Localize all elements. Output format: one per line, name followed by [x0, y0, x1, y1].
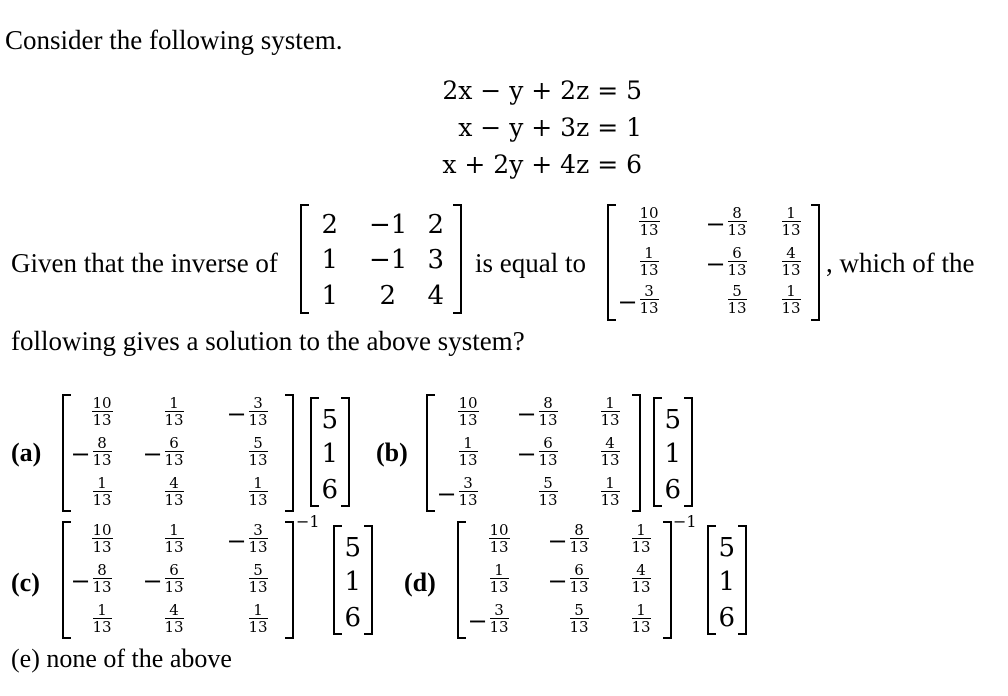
coef-r2c1: 1: [321, 245, 339, 275]
opt-d-r3c1-numerator: 3: [494, 601, 504, 619]
coef-r3c2: 2: [379, 281, 397, 311]
opt-a-r3c2-numerator: 4: [169, 474, 179, 492]
opt-c-r3c2-fraction: [165, 603, 184, 635]
opt-a-r3c3-numerator: 1: [253, 474, 263, 492]
coef-r2c3: 3: [427, 245, 445, 275]
opt-d-r3c3-denominator: 13: [631, 618, 651, 636]
option-d-label: (d): [404, 568, 436, 597]
inv-r1c1-denominator: 13: [639, 221, 659, 239]
option-c-vector: [333, 525, 373, 635]
option-d-matrix: [457, 521, 672, 639]
opt-d-r2c2-sign: −: [547, 567, 568, 595]
coef-r1c1: 2: [321, 210, 339, 240]
inv-r3c3-fraction: [782, 284, 801, 316]
option-b-vector: [653, 397, 693, 507]
opt-b-r1c2-numerator: 8: [543, 394, 553, 412]
opt-a-r2c3-fraction: [249, 436, 268, 468]
which-suffix: , which of the: [826, 248, 975, 278]
opt-c-vector-entry-1: 5: [344, 533, 362, 563]
opt-c-r2c2-sign: −: [142, 567, 163, 595]
opt-d-r3c3-numerator: 1: [636, 601, 646, 619]
inverse-matrix: [607, 204, 820, 321]
opt-c-r2c2-fraction: [165, 563, 184, 595]
inv-r2c3-fraction: [782, 246, 801, 278]
opt-b-r2c3-denominator: 13: [600, 451, 620, 469]
opt-b-vector-entry-3: 6: [664, 475, 682, 505]
option-b-label: (b): [376, 438, 408, 467]
opt-b-r2c1-denominator: 13: [458, 451, 478, 469]
inv-r1c3-denominator: 13: [781, 221, 801, 239]
opt-a-r3c3-fraction: [249, 476, 268, 508]
option-a-vector: [310, 397, 350, 507]
opt-d-r1c3-numerator: 1: [636, 521, 646, 539]
opt-a-r1c3-fraction: [249, 396, 268, 428]
coef-r1c3: 2: [427, 210, 445, 240]
opt-c-r2c3-numerator: 5: [253, 561, 263, 579]
opt-c-r3c2-denominator: 13: [164, 618, 184, 636]
option-b-matrix: [426, 394, 641, 512]
opt-a-r2c2-denominator: 13: [164, 451, 184, 469]
opt-c-vector-entry-2: 1: [344, 567, 362, 597]
opt-c-vector-entry-3: 6: [344, 603, 362, 633]
coef-r2c2: −1: [369, 245, 408, 275]
opt-c-r1c1-denominator: 13: [92, 538, 112, 556]
inv-r2c2-denominator: 13: [727, 261, 747, 279]
opt-d-r1c2-fraction: [570, 523, 589, 555]
inv-r1c2-fraction: [728, 206, 747, 238]
opt-b-r3c2-numerator: 5: [543, 474, 553, 492]
opt-c-r3c1-fraction: [93, 603, 112, 635]
opt-c-r3c3-numerator: 1: [253, 601, 263, 619]
option-c-inverse-exponent: −1: [296, 512, 320, 531]
opt-a-r3c3-denominator: 13: [248, 491, 268, 509]
opt-a-r2c2-sign: −: [142, 440, 163, 468]
inv-r1c3-fraction: [782, 206, 801, 238]
opt-c-r2c1-numerator: 8: [97, 561, 107, 579]
opt-c-r2c1-fraction: [93, 563, 112, 595]
opt-d-r1c1-numerator: 10: [489, 521, 509, 539]
opt-b-r2c1-numerator: 1: [463, 434, 473, 452]
inv-r1c2-numerator: 8: [732, 204, 742, 222]
opt-c-r1c1-numerator: 10: [92, 521, 112, 539]
opt-d-r2c3-denominator: 13: [631, 578, 651, 596]
opt-b-r1c2-sign: −: [516, 400, 537, 428]
opt-a-r3c1-denominator: 13: [92, 491, 112, 509]
opt-b-r2c3-numerator: 4: [605, 434, 615, 452]
opt-a-r1c1-denominator: 13: [92, 411, 112, 429]
opt-a-r3c2-denominator: 13: [164, 491, 184, 509]
opt-d-r3c2-fraction: [570, 603, 589, 635]
inv-r1c1-fraction: [639, 206, 660, 238]
opt-d-r2c1-fraction: [490, 563, 509, 595]
opt-c-r2c2-numerator: 6: [169, 561, 179, 579]
opt-a-r1c3-numerator: 3: [253, 394, 263, 412]
opt-d-r3c1-denominator: 13: [489, 618, 509, 636]
option-e-text: (e) none of the above: [11, 644, 232, 673]
opt-b-r3c1-numerator: 3: [463, 474, 473, 492]
opt-c-r1c3-fraction: [249, 523, 268, 555]
opt-a-r2c3-denominator: 13: [248, 451, 268, 469]
inv-r3c2-numerator: 5: [732, 282, 742, 300]
inv-r2c3-denominator: 13: [781, 261, 801, 279]
inv-r2c2-fraction: [728, 246, 747, 278]
opt-b-r3c3-numerator: 1: [605, 474, 615, 492]
opt-c-r3c1-numerator: 1: [97, 601, 107, 619]
opt-d-r2c1-denominator: 13: [489, 578, 509, 596]
opt-a-r1c2-fraction: [165, 396, 184, 428]
question-end: following gives a solution to the above system?: [11, 326, 525, 356]
inv-r3c1-fraction: [640, 284, 659, 316]
opt-d-r1c3-denominator: 13: [631, 538, 651, 556]
opt-d-vector-entry-3: 6: [718, 603, 736, 633]
inv-r2c3-numerator: 4: [786, 244, 796, 262]
inv-r3c1-sign: −: [617, 288, 638, 316]
opt-b-r1c3-numerator: 1: [605, 394, 615, 412]
opt-c-r3c3-denominator: 13: [248, 618, 268, 636]
opt-c-r1c2-fraction: [165, 523, 184, 555]
inv-r2c1-denominator: 13: [639, 261, 659, 279]
option-d-vector: [707, 525, 747, 635]
opt-d-r1c2-numerator: 8: [574, 521, 584, 539]
opt-b-r1c2-fraction: [539, 396, 558, 428]
opt-b-r2c2-sign: −: [516, 440, 537, 468]
equation-1: 2x − y + 2z = 5: [442, 76, 642, 105]
opt-b-r3c1-sign: −: [436, 480, 457, 508]
inv-r1c1-numerator: 10: [639, 204, 659, 222]
opt-a-vector-entry-3: 6: [321, 475, 339, 505]
inv-r3c1-denominator: 13: [639, 299, 659, 317]
opt-c-r3c3-fraction: [249, 603, 268, 635]
opt-c-r1c1-fraction: [92, 523, 113, 555]
opt-d-r2c2-fraction: [570, 563, 589, 595]
opt-a-r2c1-fraction: [93, 436, 112, 468]
opt-a-vector-entry-2: 1: [321, 439, 339, 469]
opt-d-r2c2-denominator: 13: [569, 578, 589, 596]
inv-r2c2-numerator: 6: [732, 244, 742, 262]
opt-d-r2c3-fraction: [632, 563, 651, 595]
opt-b-r3c2-fraction: [539, 476, 558, 508]
option-a-matrix: [62, 394, 294, 512]
opt-d-r2c1-numerator: 1: [494, 561, 504, 579]
coef-r3c3: 4: [427, 281, 445, 311]
opt-d-r2c3-numerator: 4: [636, 561, 646, 579]
opt-b-r1c1-denominator: 13: [458, 411, 478, 429]
inv-r2c2-sign: −: [705, 250, 726, 278]
opt-a-r3c1-fraction: [93, 476, 112, 508]
opt-a-r3c1-numerator: 1: [97, 474, 107, 492]
inv-r2c1-numerator: 1: [644, 244, 654, 262]
opt-b-r2c1-fraction: [459, 436, 478, 468]
option-c-label: (c): [11, 568, 40, 597]
opt-c-r2c1-denominator: 13: [92, 578, 112, 596]
opt-b-r1c1-fraction: [458, 396, 479, 428]
opt-c-r1c3-sign: −: [226, 527, 247, 555]
opt-b-r3c2-denominator: 13: [538, 491, 558, 509]
intro-text: Consider the following system.: [5, 25, 343, 55]
opt-d-r1c1-denominator: 13: [489, 538, 509, 556]
opt-b-r3c1-fraction: [459, 476, 478, 508]
opt-d-vector-entry-2: 1: [718, 567, 736, 597]
opt-b-r3c3-fraction: [601, 476, 620, 508]
opt-a-r1c2-numerator: 1: [169, 394, 179, 412]
opt-a-r2c2-numerator: 6: [169, 434, 179, 452]
opt-b-vector-entry-2: 1: [664, 439, 682, 469]
opt-a-r2c1-numerator: 8: [97, 434, 107, 452]
inv-r3c1-numerator: 3: [644, 282, 654, 300]
opt-d-vector-entry-1: 5: [718, 533, 736, 563]
opt-d-r1c1-fraction: [489, 523, 510, 555]
opt-c-r1c3-numerator: 3: [253, 521, 263, 539]
inv-r3c3-numerator: 1: [786, 282, 796, 300]
opt-c-r3c2-numerator: 4: [169, 601, 179, 619]
opt-c-r2c3-denominator: 13: [248, 578, 268, 596]
inv-r3c2-denominator: 13: [727, 299, 747, 317]
opt-a-r3c2-fraction: [165, 476, 184, 508]
opt-c-r1c3-denominator: 13: [248, 538, 268, 556]
opt-d-r3c2-denominator: 13: [569, 618, 589, 636]
opt-a-r2c2-fraction: [165, 436, 184, 468]
opt-b-r1c2-denominator: 13: [538, 411, 558, 429]
opt-c-r1c2-numerator: 1: [169, 521, 179, 539]
given-prefix: Given that the inverse of: [11, 248, 278, 278]
inv-r3c2-fraction: [728, 284, 747, 316]
opt-a-r2c3-numerator: 5: [253, 434, 263, 452]
is-equal-to-text: is equal to: [475, 248, 586, 278]
opt-d-r1c3-fraction: [632, 523, 651, 555]
opt-c-r1c2-denominator: 13: [164, 538, 184, 556]
opt-b-r2c2-denominator: 13: [538, 451, 558, 469]
inv-r1c2-sign: −: [705, 210, 726, 238]
opt-d-r1c2-sign: −: [547, 527, 568, 555]
opt-b-r3c1-denominator: 13: [458, 491, 478, 509]
equation-3: x + 2y + 4z = 6: [442, 150, 642, 179]
opt-d-r3c1-sign: −: [467, 607, 488, 635]
inv-r1c2-denominator: 13: [727, 221, 747, 239]
opt-a-r1c3-sign: −: [226, 400, 247, 428]
coef-r3c1: 1: [321, 281, 339, 311]
opt-b-r2c2-numerator: 6: [543, 434, 553, 452]
opt-d-r1c2-denominator: 13: [569, 538, 589, 556]
opt-c-r2c1-sign: −: [70, 567, 91, 595]
opt-b-r2c3-fraction: [601, 436, 620, 468]
opt-b-r3c3-denominator: 13: [600, 491, 620, 509]
inv-r2c1-fraction: [640, 246, 659, 278]
inv-r1c3-numerator: 1: [786, 204, 796, 222]
inv-r3c3-denominator: 13: [781, 299, 801, 317]
opt-b-r1c1-numerator: 10: [458, 394, 478, 412]
coef-r1c2: −1: [369, 210, 408, 240]
option-a-label: (a): [11, 438, 42, 467]
opt-a-r2c1-denominator: 13: [92, 451, 112, 469]
opt-c-r2c3-fraction: [249, 563, 268, 595]
coefficient-matrix: [300, 204, 462, 314]
opt-b-vector-entry-1: 5: [664, 405, 682, 435]
opt-c-r3c1-denominator: 13: [92, 618, 112, 636]
opt-b-r2c2-fraction: [539, 436, 558, 468]
opt-a-r1c1-numerator: 10: [92, 394, 112, 412]
opt-a-r1c1-fraction: [92, 396, 113, 428]
opt-d-r3c3-fraction: [632, 603, 651, 635]
opt-d-r3c1-fraction: [490, 603, 509, 635]
opt-d-r3c2-numerator: 5: [574, 601, 584, 619]
option-c-matrix: [62, 521, 294, 639]
opt-b-r1c3-denominator: 13: [600, 411, 620, 429]
option-d-inverse-exponent: −1: [673, 512, 697, 531]
opt-d-r2c2-numerator: 6: [574, 561, 584, 579]
opt-c-r2c2-denominator: 13: [164, 578, 184, 596]
equation-2: x − y + 3z = 1: [458, 113, 642, 142]
opt-a-r1c2-denominator: 13: [164, 411, 184, 429]
opt-a-r1c3-denominator: 13: [248, 411, 268, 429]
opt-a-r2c1-sign: −: [70, 440, 91, 468]
opt-a-vector-entry-1: 5: [321, 405, 339, 435]
opt-b-r1c3-fraction: [601, 396, 620, 428]
